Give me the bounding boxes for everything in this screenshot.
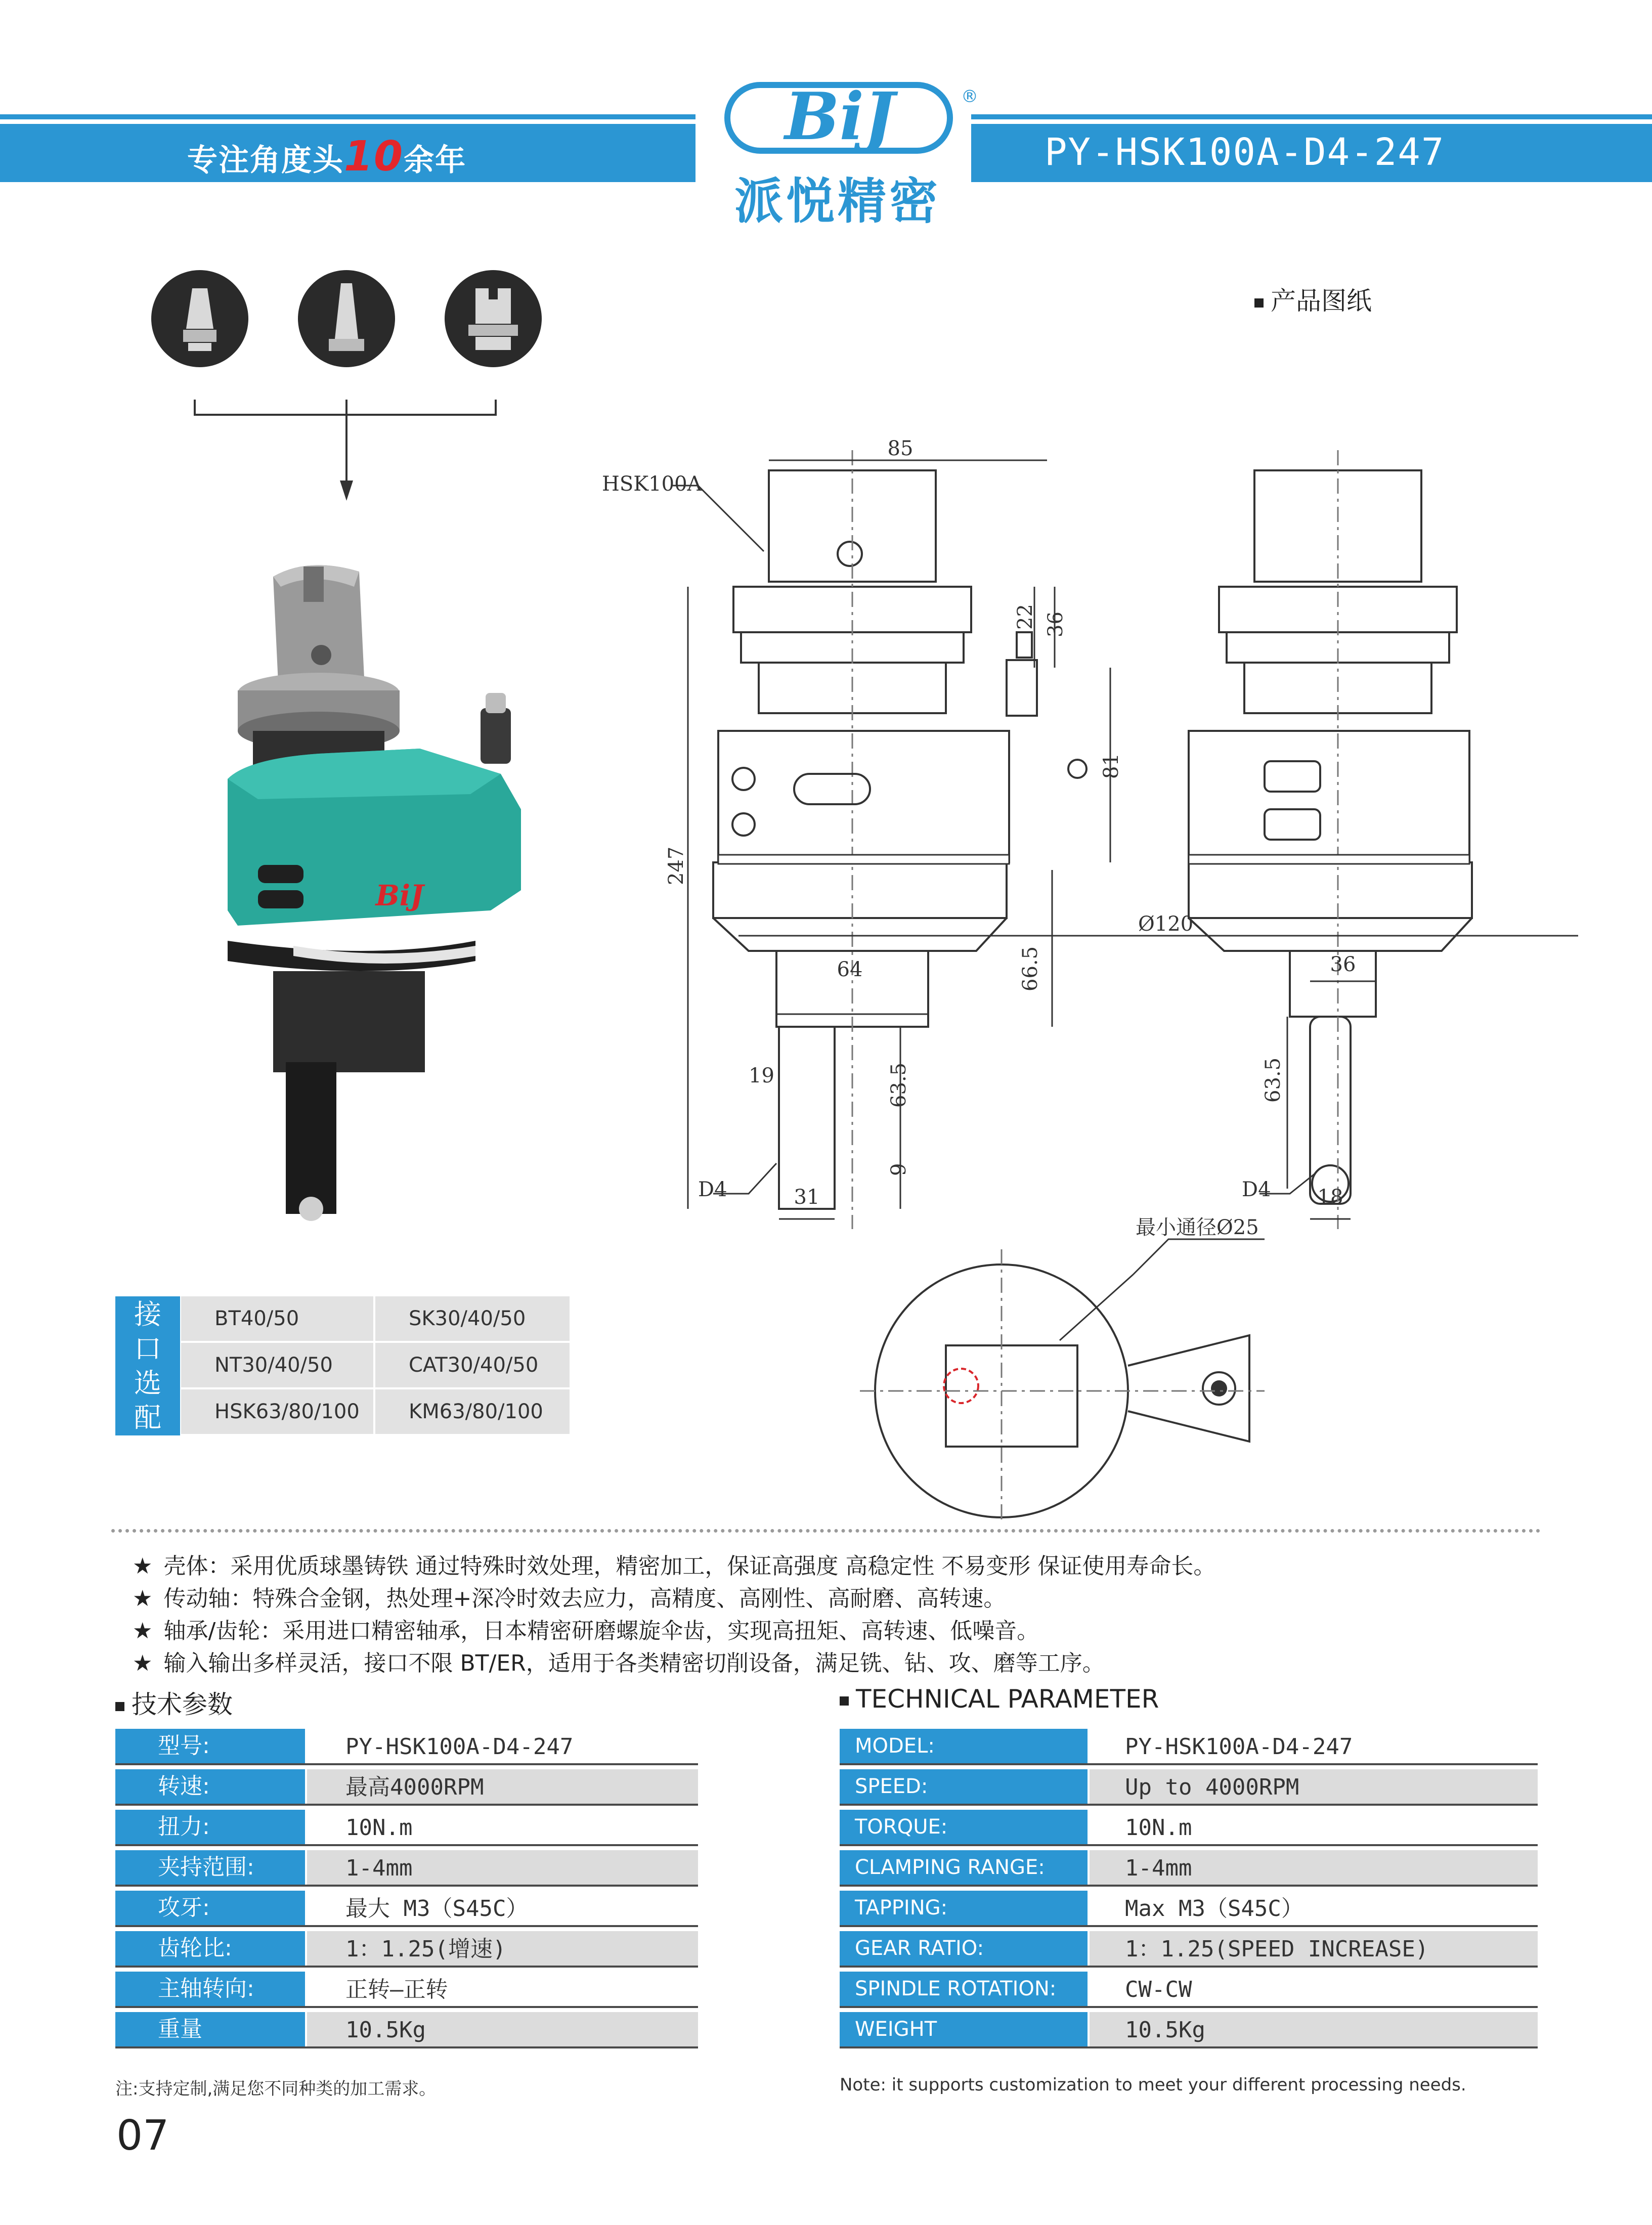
drawing-section-label: 产品图纸 — [1254, 281, 1372, 317]
slogan-suffix: 余年 — [404, 143, 467, 178]
slogan-number: 10 — [344, 133, 404, 181]
interface-icons — [147, 268, 561, 511]
model-title: PY-HSK100A-D4-247 — [1045, 130, 1445, 174]
feature-item: ★ 输入输出多样灵活，接口不限 BT/ER，适用于各类精密切削设备，满足铣、钻、攻、磨等工序。 — [133, 1650, 1105, 1676]
registered-mark: ® — [961, 86, 978, 107]
params-cn-row: 齿轮比: 1：1.25(增速) — [115, 1931, 698, 1968]
header-line-left — [0, 114, 695, 119]
header-line-right — [971, 114, 1652, 119]
dim-19: 19 — [749, 1064, 774, 1087]
params-en-row: TAPPING: Max M3（S45C） — [840, 1891, 1538, 1927]
brand-logo — [718, 76, 981, 167]
technical-drawing — [597, 430, 1578, 1522]
dim-31: 31 — [794, 1186, 820, 1209]
nt-shank-icon — [298, 270, 395, 367]
dim-66-5: 66.5 — [1019, 946, 1042, 991]
star-icon: ★ — [133, 1553, 153, 1579]
page-number: 07 — [116, 2112, 169, 2160]
interface-option: NT30/40/50 — [181, 1343, 373, 1387]
logo-text: BiJ — [785, 79, 895, 155]
brand-cn: 派悦精密 — [734, 173, 941, 230]
params-cn-row: 攻牙: 最大 M3（S45C） — [115, 1891, 698, 1927]
params-cn-title: 技术参数 — [115, 1684, 233, 1721]
dim-18: 18 — [1317, 1186, 1343, 1209]
dim-63-5-side: 63.5 — [1262, 1057, 1285, 1103]
params-en-title: TECHNICAL PARAMETER — [840, 1684, 1159, 1714]
dim-247: 247 — [665, 846, 688, 885]
feature-item: ★ 轴承/齿轮：采用进口精密轴承，日本精密研磨螺旋伞齿，实现高扭矩、高转速、低噪音。 — [133, 1618, 1039, 1644]
params-en-note: Note: it supports customization to meet your different processing needs. — [840, 2075, 1466, 2095]
callout-d4-side: D4 — [1242, 1178, 1271, 1201]
star-icon: ★ — [133, 1650, 153, 1676]
interface-option: HSK63/80/100 — [181, 1389, 373, 1434]
dim-64: 64 — [837, 958, 863, 981]
star-icon: ★ — [133, 1586, 153, 1611]
params-en-row: GEAR RATIO: 1：1.25(SPEED INCREASE) — [840, 1931, 1538, 1968]
params-cn-note: 注:支持定制,满足您不同种类的加工需求。 — [115, 2079, 437, 2099]
callout-hsk100a: HSK100A — [602, 472, 702, 496]
params-cn-row: 夹持范围: 1-4mm — [115, 1850, 698, 1887]
params-cn-row: 型号: PY-HSK100A-D4-247 — [115, 1729, 698, 1765]
square-bullet-icon — [1254, 298, 1264, 308]
bracket-lines — [195, 400, 496, 481]
dim-81: 81 — [1100, 753, 1123, 779]
callout-d4: D4 — [698, 1178, 727, 1201]
feature-item: ★ 壳体：采用优质球墨铸铁 通过特殊时效处理，精密加工，保证高强度 高稳定性 不易变形 保证使用寿命长。 — [133, 1553, 1216, 1579]
params-cn-row: 扭力: 10N.m — [115, 1810, 698, 1846]
down-arrow-icon — [340, 481, 353, 501]
min-bore-label: 最小通径Ø25 — [1136, 1216, 1259, 1239]
hsk-shank-icon — [445, 270, 542, 367]
interface-option: KM63/80/100 — [375, 1389, 570, 1434]
bt-shank-icon — [151, 270, 248, 367]
interface-option: BT40/50 — [181, 1296, 373, 1341]
product-render — [218, 556, 582, 1229]
params-cn-row: 主轴转向: 正转—正转 — [115, 1972, 698, 2008]
dim-9: 9 — [887, 1163, 910, 1176]
interface-option: CAT30/40/50 — [375, 1343, 570, 1387]
params-en-row: MODEL: PY-HSK100A-D4-247 — [840, 1729, 1538, 1765]
square-bullet-icon — [115, 1702, 124, 1711]
params-cn-row: 重量 10.5Kg — [115, 2012, 698, 2048]
params-en-row: WEIGHT 10.5Kg — [840, 2012, 1538, 2048]
slogan — [187, 133, 466, 181]
interface-option: SK30/40/50 — [375, 1296, 570, 1341]
params-en-row: CLAMPING RANGE: 1-4mm — [840, 1850, 1538, 1887]
square-bullet-icon — [840, 1696, 849, 1706]
dim-22: 22 — [1014, 604, 1037, 630]
star-icon: ★ — [133, 1618, 153, 1644]
dim-36-top: 36 — [1044, 612, 1067, 637]
dim-120: Ø120 — [1138, 912, 1194, 936]
body-logo-text: BiJ — [375, 879, 424, 912]
dotted-divider — [111, 1529, 1541, 1533]
feature-item: ★ 传动轴：特殊合金钢，热处理+深冷时效去应力，高精度、高刚性、高耐磨、高转速。 — [133, 1586, 1006, 1611]
params-en-row: TORQUE: 10N.m — [840, 1810, 1538, 1846]
slogan-prefix: 专注角度头 — [187, 143, 344, 178]
dim-85: 85 — [887, 437, 914, 460]
params-en-row: SPEED: Up to 4000RPM — [840, 1769, 1538, 1806]
params-en-row: SPINDLE ROTATION: CW-CW — [840, 1972, 1538, 2008]
params-cn-row: 转速: 最高4000RPM — [115, 1769, 698, 1806]
dim-63-5: 63.5 — [887, 1062, 910, 1108]
dim-36-side: 36 — [1330, 953, 1356, 976]
interface-side-label: 接 口 选 配 — [115, 1296, 180, 1435]
